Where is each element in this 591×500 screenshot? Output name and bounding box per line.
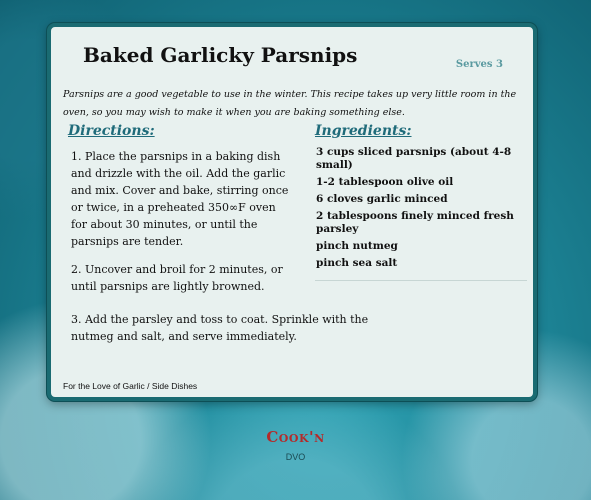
recipe-source: For the Love of Garlic / Side Dishes <box>63 381 198 391</box>
direction-step-1: 1. Place the parsnips in a baking dish and drizzle with the oil. Add the garlic and mix. Cover and bake, stirring once or twice, in a preheated 350∞F oven for about 30 minutes, or until the parsnips are tender. <box>71 150 289 248</box>
serves-label: Serves 3 <box>455 59 503 70</box>
ingredients-divider <box>315 280 527 281</box>
ingredients-list <box>316 146 526 274</box>
ingredient-item: 1-2 tablespoon olive oil <box>316 176 454 188</box>
recipe-intro: Parsnips are a good vegetable to use in the winter. This recipe takes up very little room in the oven, so you may wish to make it when you are baking something else. <box>63 89 517 118</box>
directions-heading: Directions: <box>68 123 155 139</box>
direction-step-3: 3. Add the parsley and toss to coat. Sprinkle with the nutmeg and salt, and serve immediately. <box>71 313 369 343</box>
brand-logo: Cook'n <box>266 428 325 446</box>
direction-step-2: 2. Uncover and broil for 2 minutes, or until parsnips are lightly browned. <box>71 263 283 293</box>
brand-sub: DVO <box>285 452 306 462</box>
ingredient-item: pinch sea salt <box>316 257 398 269</box>
ingredient-item: pinch nutmeg <box>316 240 398 252</box>
ingredient-item: 6 cloves garlic minced <box>316 193 448 205</box>
recipe-title: Baked Garlicky Parsnips <box>83 43 358 67</box>
ingredient-item: 3 cups sliced parsnips (about 4-8 small) <box>316 146 512 171</box>
recipe-card <box>47 23 537 401</box>
ingredients-heading: Ingredients: <box>315 123 412 139</box>
ingredient-item: 2 tablespoons finely minced fresh parsley <box>316 210 514 235</box>
